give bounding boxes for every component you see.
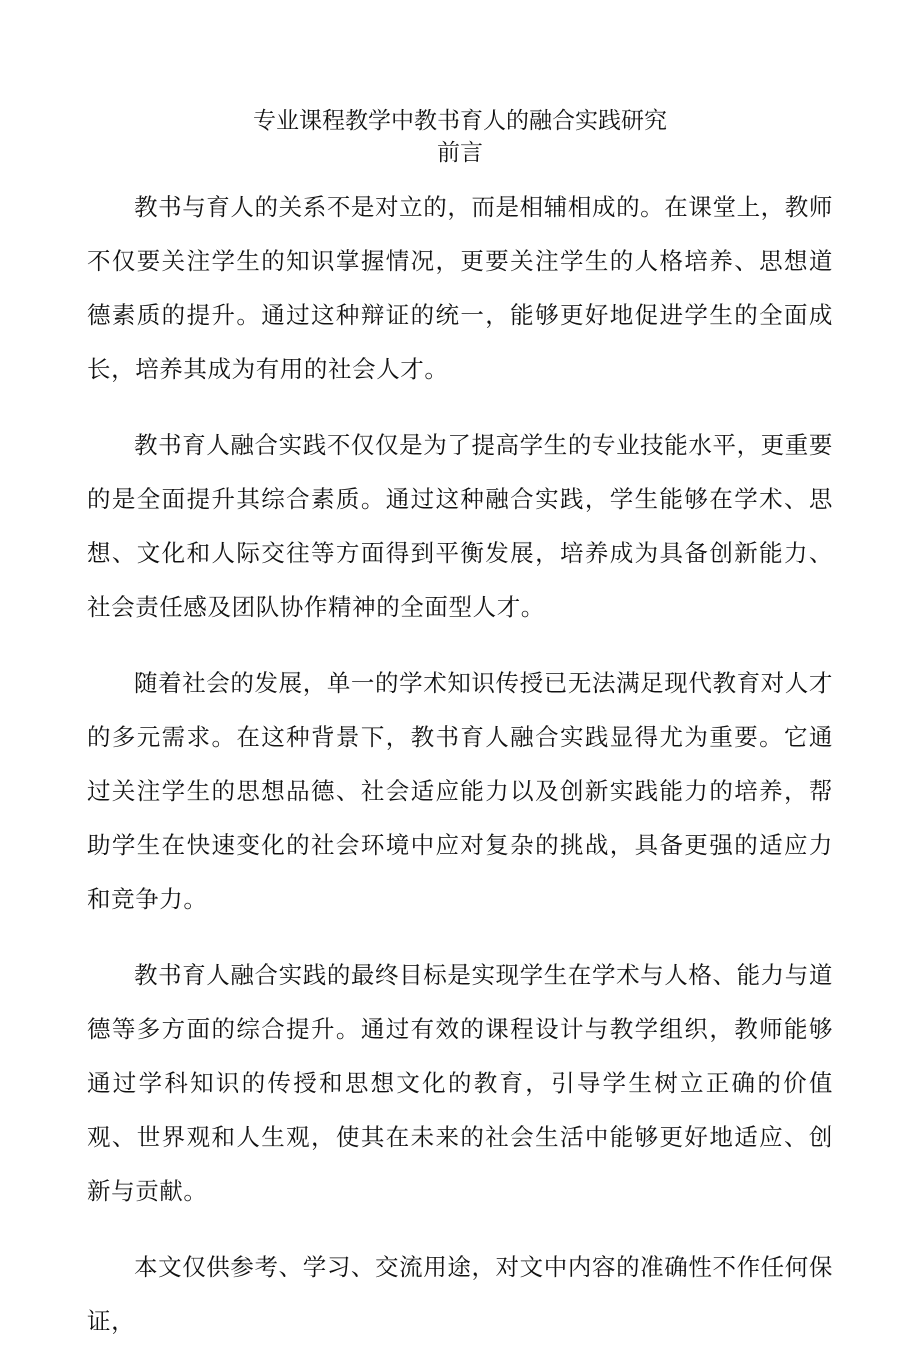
paragraph: 随着社会的发展，单一的学术知识传授已无法满足现代教育对人才的多元需求。在这种背景下，教书育人融合实践显得尤为重要。它通过关注学生的思想品德、社会适应能力以及创新实践能力的培养，帮助学生在快速变化的社会环境中应对复杂的挑战，具备更强的适应力和竞争力。 [87,669,833,913]
document-body [87,180,833,1348]
paragraph: 教书育人融合实践不仅仅是为了提高学生的专业技能水平，更重要的是全面提升其综合素质。通过这种融合实践，学生能够在学术、思想、文化和人际交往等方面得到平衡发展，培养成为具备创新能力、社会责任感及团队协作精神的全面型人才。 [87,431,833,621]
paragraph: 本文仅供参考、学习、交流用途，对文中内容的准确性不作任何保证， [87,1253,833,1335]
paragraph: 教书育人融合实践的最终目标是实现学生在学术与人格、能力与道德等多方面的综合提升。通过有效的课程设计与教学组织，教师能够通过学科知识的传授和思想文化的教育，引导学生树立正确的价值观、世界观和人生观，使其在未来的社会生活中能够更好地适应、创新与贡献。 [87,961,833,1205]
document-title: 专业课程教学中教书育人的融合实践研究 [253,108,667,134]
paragraph: 教书与育人的关系不是对立的，而是相辅相成的。在课堂上，教师不仅要关注学生的知识掌握情况，更要关注学生的人格培养、思想道德素质的提升。通过这种辩证的统一，能够更好地促进学生的全面成长，培养其成为有用的社会人才。 [87,193,833,383]
section-heading: 前言 [437,140,483,166]
